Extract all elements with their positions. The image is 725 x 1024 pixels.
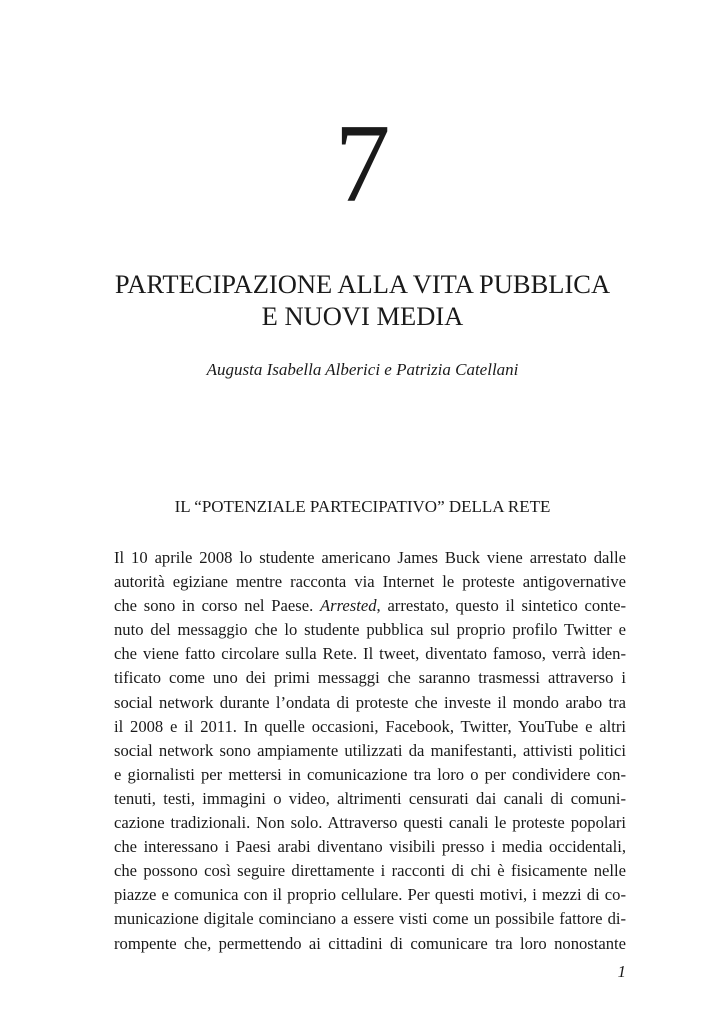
- chapter-title-line: PARTECIPAZIONE ALLA VITA PUBBLICA: [114, 269, 611, 299]
- section-heading: IL “POTENZIALE PARTECIPATIVO” DELLA RETE: [174, 497, 551, 516]
- body-line: tenuti, testi, immagini o video, altrimenti censurati dai canali di comuni-: [114, 788, 626, 808]
- body-line-segment: , arrestato, questo il sintetico conte-: [376, 596, 626, 616]
- body-line: piazze e comunica con il proprio cellulare. Per questi motivi, i mezzi di co-: [114, 885, 626, 905]
- body-line: social network durante l’ondata di proteste che investe il mondo arabo tra: [114, 692, 626, 712]
- chapter-number: 7: [334, 102, 391, 226]
- chapter-authors: Augusta Isabella Alberici e Patrizia Catellani: [206, 360, 519, 379]
- body-line-segment: che sono in corso nel Paese.: [114, 596, 320, 616]
- body-line: municazione digitale cominciano a essere visti come un possibile fattore di-: [114, 909, 626, 929]
- italic-term: Arrested: [320, 596, 377, 616]
- body-line: Il 10 aprile 2008 lo studente americano James Buck viene arrestato dalle: [114, 548, 626, 567]
- chapter-title-line: E NUOVI MEDIA: [261, 301, 464, 331]
- body-line: autorità egiziane mentre racconta via Internet le proteste antigovernative: [114, 572, 626, 592]
- body-line: cazione tradizionali. Non solo. Attraverso questi canali le proteste popolari: [114, 813, 626, 833]
- body-line: rompente che, permettendo ai cittadini di comunicare tra loro nonostante: [114, 933, 626, 953]
- body-line: e giornalisti per mettersi in comunicazione tra loro o per condividere con-: [114, 764, 626, 784]
- page-number: 1: [617, 962, 626, 981]
- body-line: [114, 594, 626, 618]
- body-line: social network sono ampiamente utilizzati da manifestanti, attivisti politici: [114, 740, 626, 760]
- body-line: tificato come uno dei primi messaggi che saranno trasmessi attraverso i: [114, 668, 626, 688]
- body-paragraph: [114, 546, 626, 956]
- body-line: che interessano i Paesi arabi diventano visibili presso i media occidentali,: [114, 837, 626, 857]
- body-line: che viene fatto circolare sulla Rete. Il tweet, diventato famoso, verrà iden-: [114, 644, 626, 664]
- body-line: che possono così seguire direttamente i racconti di chi è fisicamente nelle: [114, 861, 626, 881]
- body-line: il 2008 e il 2011. In quelle occasioni, Facebook, Twitter, YouTube e altri: [114, 716, 626, 736]
- chapter-title: [60, 268, 665, 332]
- body-line: nuto del messaggio che lo studente pubblica sul proprio profilo Twitter e: [114, 620, 626, 640]
